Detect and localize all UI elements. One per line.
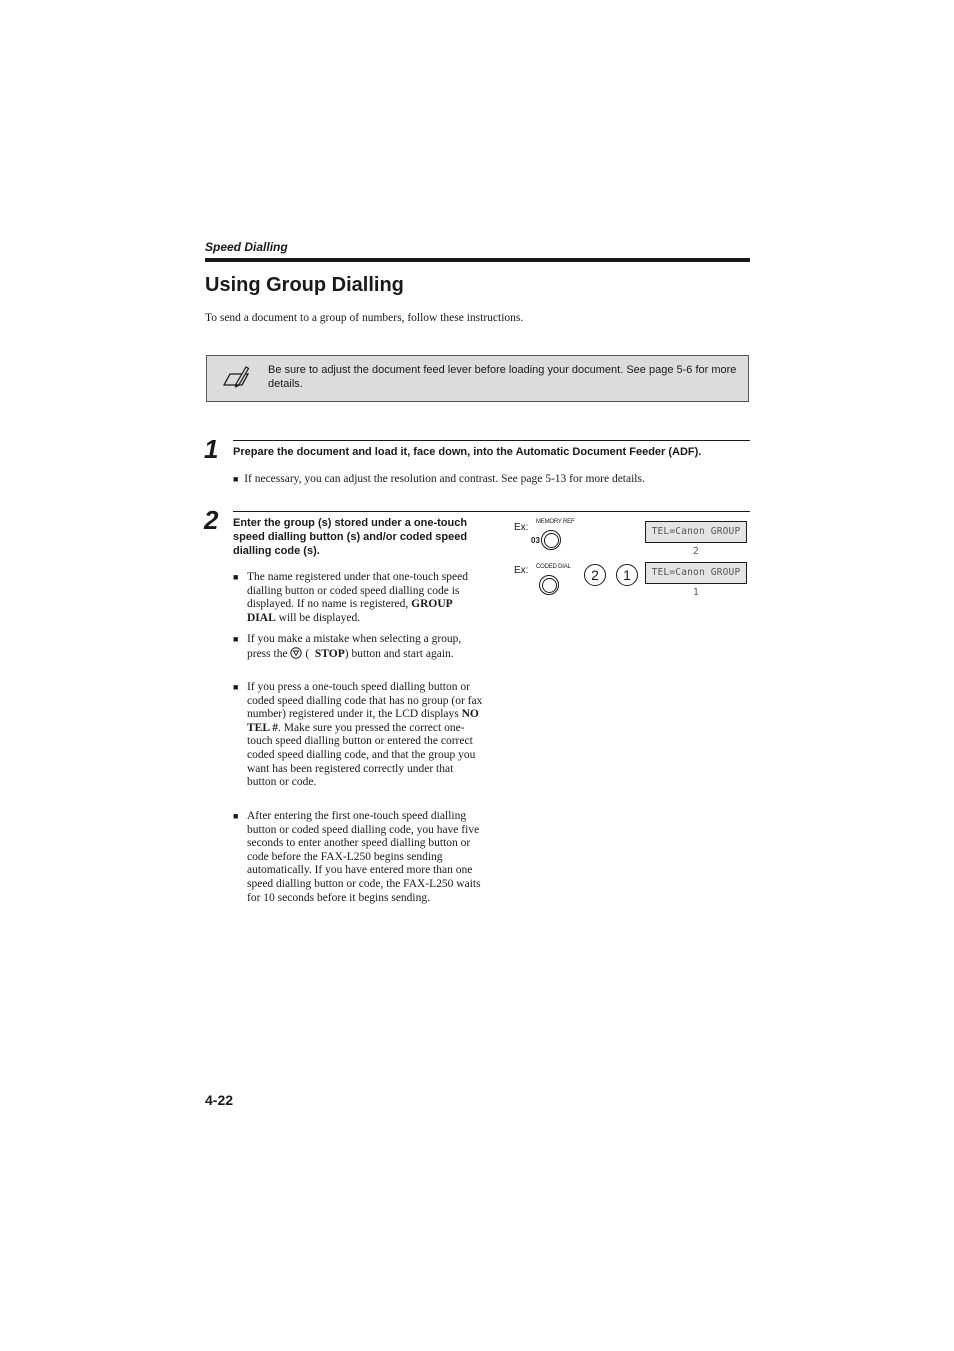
note-text: Be sure to adjust the document feed lever before loading your document. See page 5-6 for more details.	[268, 364, 737, 390]
example-label: Ex:	[514, 522, 529, 533]
step-number-2: 2	[204, 505, 219, 535]
bullet-text: If necessary, you can adjust the resolution and contrast. See page 5-13 for more details.	[244, 473, 645, 485]
page-number: 4-22	[205, 1092, 234, 1108]
list-item	[233, 633, 483, 661]
example-label: Ex:	[514, 565, 529, 576]
step-number-1: 1	[204, 434, 219, 464]
group-dial-term: GROUP DIAL	[247, 598, 453, 624]
header-rule	[205, 258, 750, 262]
step2-title: Enter the group (s) stored under a one-touch speed dialling button (s) and/or coded speed dialling code (s).	[233, 517, 468, 557]
step1-title: Prepare the document and load it, face down, into the Automatic Document Feeder (ADF).	[233, 446, 702, 458]
bullet-square-icon: ■	[233, 682, 239, 692]
list-item	[233, 681, 483, 790]
bullet-square-icon: ■	[233, 474, 239, 484]
step1-bullet	[233, 473, 743, 485]
intro-text: To send a document to a group of numbers, follow these instructions.	[205, 312, 524, 324]
bullet-text: will be displayed.	[278, 611, 361, 624]
bullet-square-icon: ■	[233, 572, 239, 582]
digit-2-key[interactable]: 2	[584, 564, 606, 586]
list-item	[233, 571, 483, 625]
no-tel-term: NO TEL #	[247, 708, 479, 734]
lcd-display: TEL=Canon GROUP 2	[645, 521, 747, 543]
paren-text: (	[305, 647, 310, 660]
digit-1-key[interactable]: 1	[616, 564, 638, 586]
bullet-text: The name registered under that one-touch speed dialling button or coded speed dialling code is displayed. If no name is registered,	[247, 571, 468, 611]
note-pencil-icon	[221, 365, 251, 391]
step2-rule	[233, 511, 750, 512]
memory-ref-button[interactable]	[541, 530, 561, 550]
button-number: 03	[531, 536, 540, 545]
bullet-text: . Make sure you pressed the correct one-touch speed dialling button or entered the correct coded speed dialling code, and that the group you want has been registered correctly under that button or code.	[247, 721, 476, 789]
coded-dial-button[interactable]	[539, 575, 559, 595]
stop-icon	[290, 647, 302, 659]
memory-ref-label: MEMORY REF	[536, 519, 575, 525]
page-title: Using Group Dialling	[205, 274, 404, 296]
step1-rule	[233, 440, 750, 441]
note-box	[206, 355, 749, 402]
bullet-square-icon: ■	[233, 811, 239, 821]
bullet-text: If you press a one-touch speed dialling button or coded speed dialling code that has no group (or fax number) registered under it, the LCD displays	[247, 681, 483, 721]
stop-term: STOP	[314, 647, 345, 660]
bullet-text: ) button and start again.	[344, 647, 454, 660]
section-header: Speed Dialling	[205, 240, 288, 254]
list-item	[233, 810, 483, 905]
coded-dial-label: CODED DIAL	[536, 564, 571, 570]
bullet-text: After entering the first one-touch speed dialling button or coded speed dialling code, you have five seconds to enter another speed dialling button or code before the FAX-L250 begins sending automatically. If you have entered more than one speed dialling button or code, the FAX-L250 waits for 10 seconds before it begins sending.	[247, 810, 481, 904]
bullet-square-icon: ■	[233, 634, 239, 644]
bullet-text: If you make a mistake when selecting a group, press the	[247, 633, 462, 660]
lcd-display: TEL=Canon GROUP 1	[645, 562, 747, 584]
